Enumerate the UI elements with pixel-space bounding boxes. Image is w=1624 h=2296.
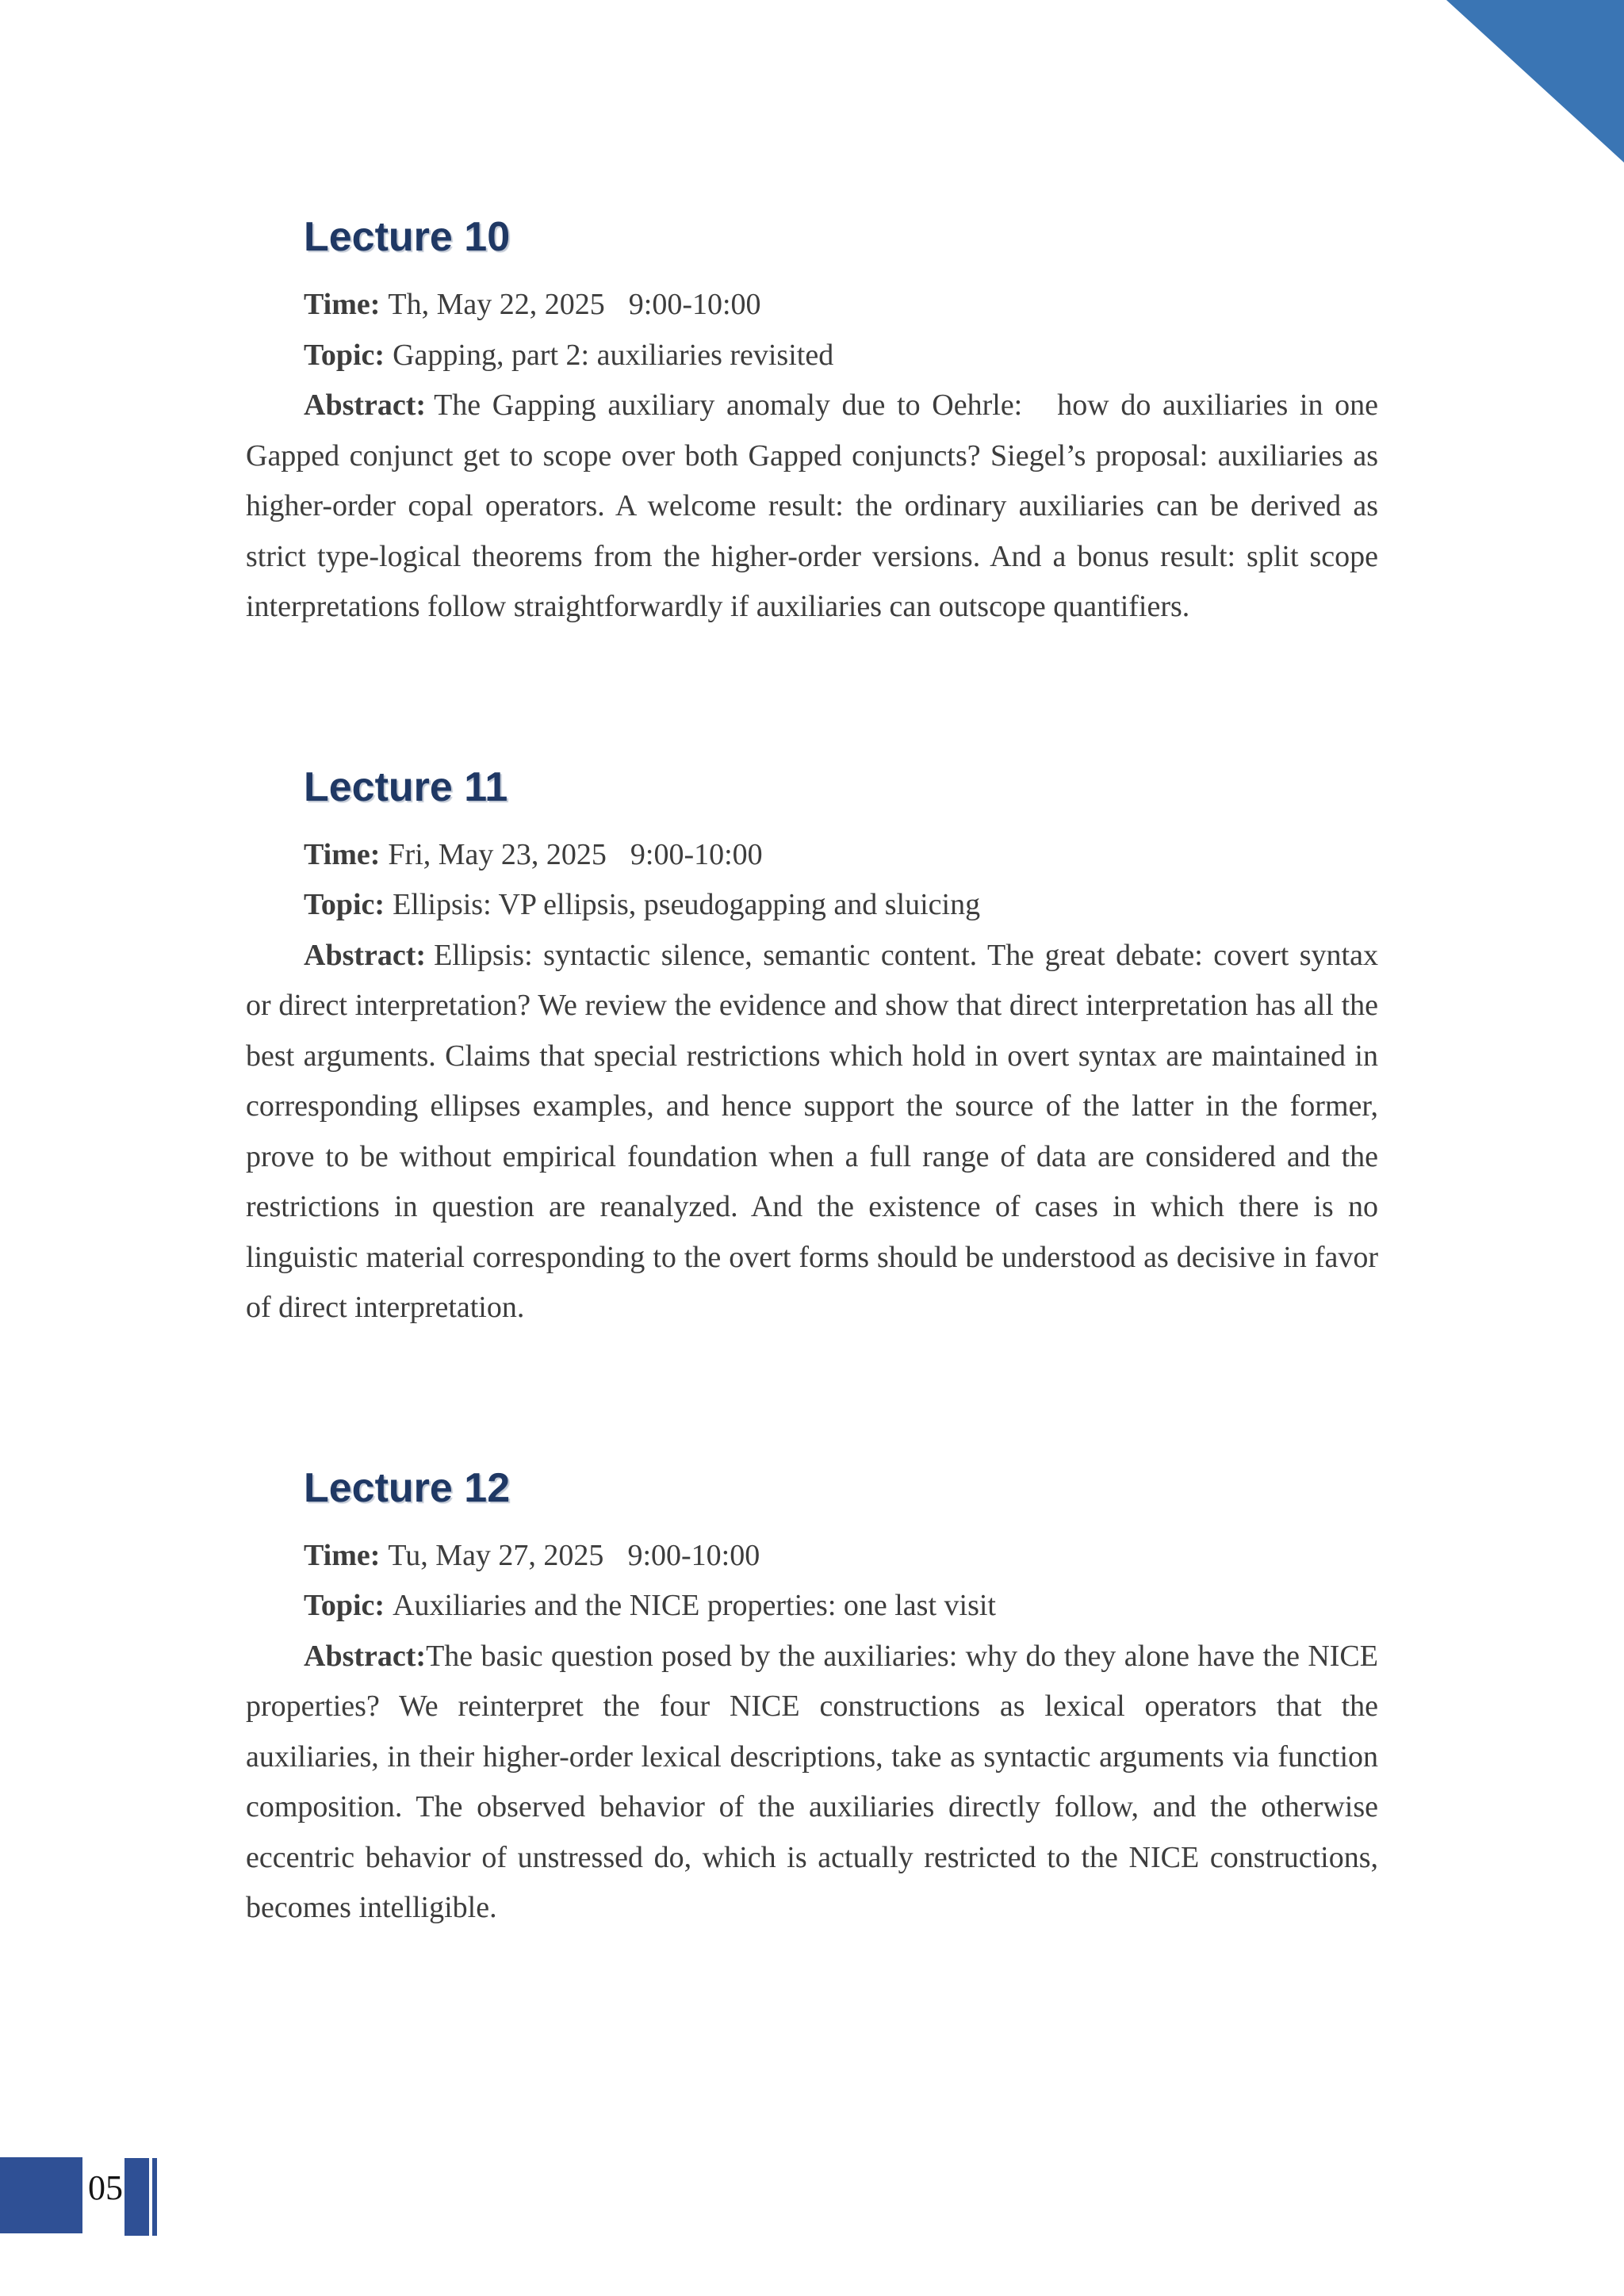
abstract-label: Abstract: [304, 938, 427, 972]
topic-label: Topic: [304, 338, 385, 372]
time-date: Tu, May 27, 2025 [388, 1538, 604, 1572]
time-hours: 9:00-10:00 [628, 288, 761, 321]
lecture-time-row [246, 830, 1378, 881]
lecture-section-11 [246, 763, 1378, 1334]
lecture-abstract [246, 931, 1378, 1334]
abstract-text: The Gapping auxiliary anomaly due to Oehrle: how do auxiliaries in one Gapped conjunct get to scope over both Gapped conjuncts? Siegel’s proposal: auxiliaries as higher-order copal operators. A welcome result: the ordinary auxiliaries can be derived as strict type-logical theorems from the higher-order versions. And a bonus result: split scope interpretations follow straightforwardly if auxiliaries can outscope quantifiers. [246, 388, 1378, 623]
time-label: Time: [304, 288, 381, 321]
time-date: Th, May 22, 2025 [388, 288, 605, 321]
lecture-topic-row [246, 1581, 1378, 1632]
time-label: Time: [304, 1538, 381, 1572]
lecture-title: Lecture 10 [304, 214, 511, 260]
lecture-topic-row [246, 331, 1378, 381]
time-date: Fri, May 23, 2025 [388, 837, 607, 871]
time-hours: 9:00-10:00 [627, 1538, 760, 1572]
topic-value: Gapping, part 2: auxiliaries revisited [393, 338, 834, 372]
lecture-time-row [246, 280, 1378, 331]
topic-value: Auxiliaries and the NICE properties: one last visit [393, 1589, 996, 1622]
topic-value: Ellipsis: VP ellipsis, pseudogapping and sluicing [393, 888, 981, 921]
time-hours: 9:00-10:00 [630, 837, 763, 871]
footer-accent-bar-thin [152, 2158, 157, 2236]
time-label: Time: [304, 837, 381, 871]
lecture-section-12 [246, 1464, 1378, 1934]
lecture-abstract [246, 1632, 1378, 1934]
page-number: 05 [88, 2168, 123, 2207]
abstract-text: The basic question posed by the auxiliaries: why do they alone have the NICE properties? We reinterpret the four NICE constructions as lexical operators that the auxiliaries, in their higher-order lexical descriptions, take as syntactic arguments via function composition. The observed behavior of the auxiliaries directly follow, and the otherwise eccentric behavior of unstressed do, which is actually restricted to the NICE constructions, becomes intelligible. [246, 1639, 1378, 1924]
lecture-title: Lecture 12 [304, 1464, 511, 1511]
lecture-topic-row [246, 880, 1378, 931]
abstract-text: Ellipsis: syntactic silence, semantic content. The great debate: covert syntax or direct interpretation? We review the evidence and show that direct interpretation has all the best arguments. Claims that special restrictions which hold in overt syntax are maintained in corresponding ellipses examples, and hence support the source of the latter in the former, prove to be without empirical foundation when a full range of data are considered and the restrictions in question are reanalyzed. And the existence of cases in which there is no linguistic material corresponding to the overt forms should be understood as decisive in favor of direct interpretation. [246, 938, 1378, 1324]
footer-accent-block [0, 2157, 82, 2233]
lecture-time-row [246, 1531, 1378, 1582]
lecture-title: Lecture 11 [304, 763, 508, 810]
lecture-abstract [246, 381, 1378, 633]
lecture-section-10 [246, 213, 1378, 633]
footer-accent-bar [124, 2158, 149, 2236]
topic-label: Topic: [304, 1589, 385, 1622]
abstract-label: Abstract: [304, 1639, 427, 1673]
abstract-label: Abstract: [304, 388, 427, 422]
topic-label: Topic: [304, 888, 385, 921]
